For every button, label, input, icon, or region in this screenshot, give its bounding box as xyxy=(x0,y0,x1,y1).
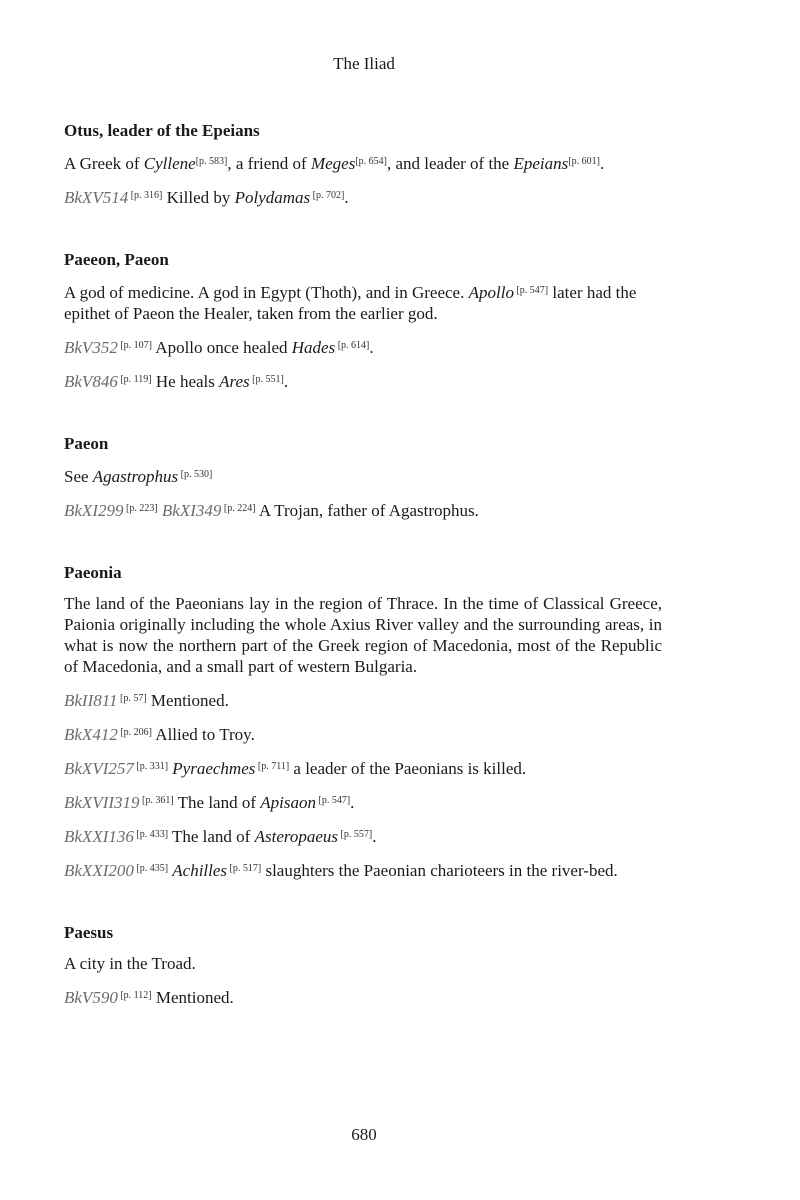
entry-reference-line xyxy=(64,985,662,1008)
page-reference: [p. 614] xyxy=(335,340,370,351)
glossary-entry xyxy=(64,563,662,881)
page-reference: [p. 711] xyxy=(255,761,290,772)
text-span: The land of xyxy=(168,827,255,846)
text-span: . xyxy=(283,372,289,391)
entry-reference-line xyxy=(64,790,662,813)
book-line-reference-link[interactable]: BkXXI200 xyxy=(64,861,134,880)
entry-title: Paesus xyxy=(64,923,114,942)
glossary-entry xyxy=(64,434,662,521)
text-span: . xyxy=(372,827,377,846)
page-reference: [p. 654] xyxy=(355,156,387,167)
entry-reference-line xyxy=(64,722,662,745)
entry-reference-line xyxy=(64,335,662,358)
text-span: See xyxy=(64,467,93,486)
cross-reference-link[interactable]: Meges xyxy=(310,154,356,173)
glossary-content xyxy=(64,121,662,1050)
cross-reference-link[interactable]: Achilles xyxy=(172,861,228,880)
page-reference: [p. 206] xyxy=(117,727,152,738)
running-header: The Iliad xyxy=(333,54,395,73)
text-span: . xyxy=(344,188,349,207)
text-span: A Greek of xyxy=(64,154,144,173)
text-span: Allied to Troy. xyxy=(152,725,255,744)
page-reference: [p. 530] xyxy=(178,469,213,480)
entry-reference-line xyxy=(64,464,662,487)
page-reference: [p. 547] xyxy=(513,285,549,296)
entry-reference-line xyxy=(64,824,662,847)
page-reference: [p. 702] xyxy=(310,190,345,201)
cross-reference-link[interactable]: Apisaon xyxy=(260,793,316,812)
page-reference: [p. 547] xyxy=(316,795,351,806)
glossary-entry xyxy=(64,250,662,392)
cross-reference-link[interactable]: Hades xyxy=(291,338,336,357)
text-span: . xyxy=(350,793,355,812)
text-span: A god of medicine. A god in Egypt (Thoth), and in Greece. xyxy=(64,283,469,302)
entry-title: Paeeon, Paeon xyxy=(64,250,169,269)
entry-title: Paeon xyxy=(64,434,109,453)
text-span: later had the epithet of Paeon the Healer, taken from the earlier god. xyxy=(64,283,637,323)
book-line-reference-link[interactable]: BkV352 xyxy=(64,338,118,357)
text-span: . xyxy=(599,154,605,173)
text-span: The land of xyxy=(173,793,261,812)
cross-reference-link[interactable]: Agastrophus xyxy=(92,467,179,486)
entry-description xyxy=(64,593,662,677)
page-reference: [p. 112] xyxy=(117,990,152,1001)
text-span: , a friend of xyxy=(227,154,311,173)
entry-reference-line xyxy=(64,756,662,779)
cross-reference-link[interactable]: Pyraechmes xyxy=(172,759,256,778)
entry-reference-line xyxy=(64,280,662,324)
cross-reference-link[interactable]: Apollo xyxy=(468,283,514,302)
page-reference: [p. 361] xyxy=(139,795,174,806)
book-line-reference-link[interactable]: BkXV514 xyxy=(64,188,129,207)
entry-title: Paeonia xyxy=(64,563,122,582)
entry-reference-line xyxy=(64,185,662,208)
page-reference: [p. 107] xyxy=(117,340,152,351)
page-number: 680 xyxy=(351,1125,377,1144)
page-reference: [p. 601] xyxy=(568,156,600,167)
page-reference: [p. 583] xyxy=(195,156,228,167)
glossary-entry xyxy=(64,121,662,208)
entry-reference-line xyxy=(64,151,662,174)
book-line-reference-link[interactable]: BkV590 xyxy=(64,988,118,1007)
page-reference: [p. 557] xyxy=(338,829,373,840)
entry-reference-line xyxy=(64,498,662,521)
book-line-reference-link[interactable]: BkII811 xyxy=(64,691,118,710)
book-line-reference-link[interactable]: BkXVI257 xyxy=(64,759,134,778)
book-line-reference-link[interactable]: BkXI299 xyxy=(64,501,124,520)
text-span: a leader of the Paeonians is killed. xyxy=(289,759,527,778)
page-reference: [p. 435] xyxy=(133,863,169,874)
book-line-reference-link[interactable]: BkXVII319 xyxy=(64,793,140,812)
page-reference: [p. 517] xyxy=(227,863,262,874)
text-span: Mentioned. xyxy=(146,691,229,710)
text-span: Apollo once healed xyxy=(152,338,292,357)
text-span: Mentioned. xyxy=(151,988,234,1007)
text-span: Killed by xyxy=(162,188,235,207)
glossary-entry xyxy=(64,923,662,1008)
entry-reference-line xyxy=(64,369,662,392)
entry-reference-line xyxy=(64,688,662,711)
entry-reference-line xyxy=(64,858,662,881)
page-reference: [p. 551] xyxy=(249,374,284,385)
book-line-reference-link[interactable]: BkV846 xyxy=(64,372,118,391)
book-line-reference-link[interactable]: BkXXI136 xyxy=(64,827,134,846)
page-reference: [p. 224] xyxy=(221,503,256,514)
cross-reference-link[interactable]: Ares xyxy=(219,372,250,391)
book-line-reference-link[interactable]: BkX412 xyxy=(64,725,118,744)
page-reference: [p. 223] xyxy=(123,503,158,514)
entry-title: Otus, leader of the Epeians xyxy=(64,121,260,140)
text-span: slaughters the Paeonian charioteers in the river-bed. xyxy=(261,861,618,880)
text-span: The land of the Paeonians lay in the region of Thrace. In the time of Classical Greece, Paionia originally including the whole Axius River valley and the surrounding areas, in what is now the northern part of the Greek region of Macedonia, most of the Republic of Macedonia, and a small part of western Bulgaria. xyxy=(64,594,662,676)
cross-reference-link[interactable]: Polydamas xyxy=(234,188,311,207)
page-reference: [p. 433] xyxy=(133,829,169,840)
cross-reference-link[interactable]: Cyllene xyxy=(143,154,196,173)
text-span: , and leader of the xyxy=(386,154,514,173)
text-span: He heals xyxy=(151,372,220,391)
text-span: . xyxy=(369,338,374,357)
entry-description xyxy=(64,953,662,974)
page-reference: [p. 316] xyxy=(128,190,163,201)
book-line-reference-link[interactable]: BkXI349 xyxy=(161,501,222,520)
text-span: A city in the Troad. xyxy=(64,954,196,973)
page-reference: [p. 57] xyxy=(117,693,147,704)
cross-reference-link[interactable]: Epeians xyxy=(513,154,569,173)
page-reference: [p. 119] xyxy=(117,374,152,385)
text-span: A Trojan, father of Agastrophus. xyxy=(255,501,479,520)
page-reference: [p. 331] xyxy=(133,761,169,772)
cross-reference-link[interactable]: Asteropaeus xyxy=(254,827,339,846)
